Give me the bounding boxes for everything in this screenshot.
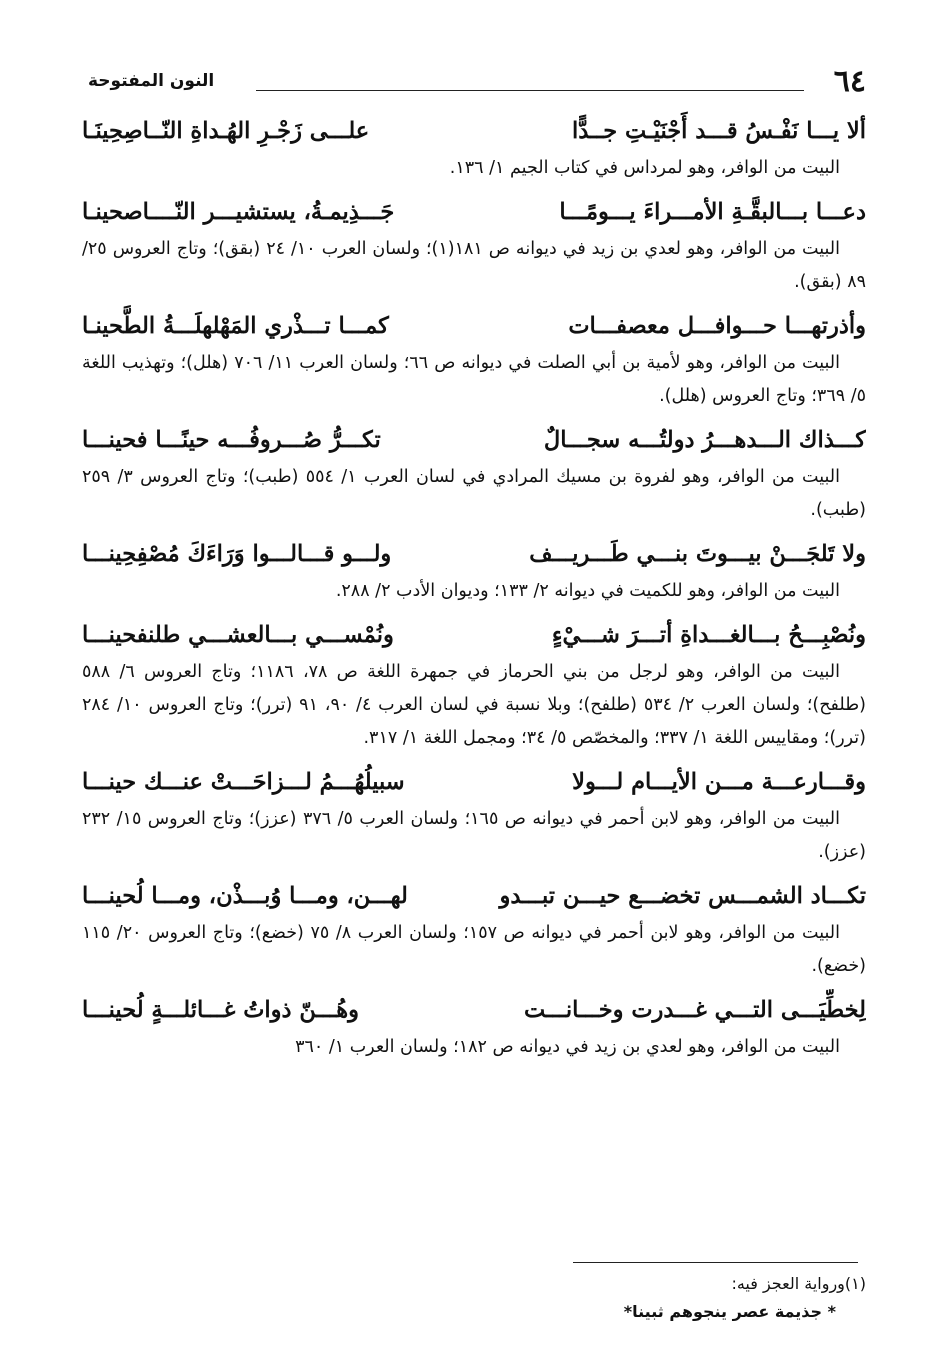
verse-entry (82, 191, 866, 299)
verse-line (82, 875, 866, 917)
verse-first-hemistich: ونُصْبِـــحُ بـــالغـــداةِ أتـــرَ شـــيْءٍ (551, 622, 866, 648)
page-header (88, 64, 866, 100)
source-note-text: البيت من الوافر، وهو لعدي بن زيد في ديوانه ص ١٨١(١)؛ ولسان العرب ١٠/ ٢٤ (بقق)؛ وتاج العروس ٢٥/ ٨٩ (بقق). (82, 239, 866, 292)
verse-line (82, 989, 866, 1031)
verse-first-hemistich: لِخطِّيَـــى التـــي غـــدرت وخـــانـــت (523, 997, 866, 1023)
verse-source-note (82, 575, 866, 608)
verse-source-note (82, 803, 866, 869)
source-note-text: البيت من الوافر، وهو لفروة بن مسيك المرادي في لسان العرب ١/ ٥٥٤ (طبب)؛ وتاج العروس ٣/ ٢٥٩ (طبب). (82, 467, 866, 520)
verse-second-hemistich: لهـــن، ومـــا وُبـــذْن، ومـــا لُحينـــا (82, 883, 408, 909)
source-note-text: البيت من الوافر، وهو لأمية بن أبي الصلت في ديوانه ص ٦٦؛ ولسان العرب ١١/ ٧٠٦ (هلل)؛ وتهذيب اللغة ٥/ ٣٦٩؛ وتاج العروس (هلل). (82, 353, 866, 406)
header-rule (256, 90, 804, 91)
source-note-text: البيت من الوافر، وهو لابن أحمر في ديوانه ص ١٦٥؛ ولسان العرب ٥/ ٣٧٦ (عزز)؛ وتاج العروس ١٥/ ٢٣٢ (عزز). (82, 809, 866, 862)
verse-second-hemistich: جَـــذِيمـةُ، يستشيـــر النّــــاصحينـا (82, 199, 395, 225)
footnote-intro: (١)ورواية العجز فيه: (731, 1274, 866, 1293)
verse-entry (82, 761, 866, 869)
verse-second-hemistich: وهُـــنّ ذواتُ غـــائلـــةٍ لُحينـــا (82, 997, 359, 1023)
verse-entry (82, 875, 866, 983)
verse-line (82, 614, 866, 656)
verse-entry (82, 110, 866, 185)
verse-entry (82, 533, 866, 608)
verse-line (82, 533, 866, 575)
verse-first-hemistich: تكـــاد الشمـــس تخضـــع حيـــن تبـــدو (499, 883, 866, 909)
source-note-text: البيت من الوافر، وهو لعدي بن زيد في ديوانه ص ١٨٢؛ ولسان العرب ١/ ٣٦٠ (295, 1037, 840, 1057)
verse-second-hemistich: تكـــرُّ صُـــروفُـــه حينًـــا فحينـــا (82, 427, 381, 453)
source-note-text: البيت من الوافر، وهو لمرداس في كتاب الجيم ١/ ١٣٦. (449, 158, 840, 178)
verse-first-hemistich: وأذرتهـــا حـــوافـــل معصفـــات (568, 313, 866, 339)
page-number: ٦٤ (833, 64, 866, 99)
running-title: النون المفتوحة (88, 71, 215, 91)
verse-line (82, 191, 866, 233)
footnote (506, 1270, 866, 1326)
verse-second-hemistich: ولـــو قـــالـــوا وَرَاءَكَ مُصْفِحِينـــا (82, 541, 392, 567)
verse-second-hemistich: كمـــا تـــذْري المَهْلهلَـــةُ الطَّحينـا (82, 313, 389, 339)
verse-second-hemistich: علـــى زَجْـرِ الهُـداةِ النّــاصِحِينَـا (82, 118, 370, 144)
verse-first-hemistich: ولا تَلجَـــنْ بيـــوتَ بنـــي طَـــريـــف (529, 541, 866, 567)
verse-first-hemistich: ألا يـــا نَفْـسُ قـــد أَجْنَيْـتِ جــدًّا (572, 118, 866, 144)
verse-second-hemistich: ونُمْســـي بـــالعشـــي طلنفحينـــا (82, 622, 394, 648)
source-note-text: البيت من الوافر، وهو لرجل من بني الحرماز في جمهرة اللغة ص ٧٨، ١١٨٦؛ وتاج العروس ٦/ ٥٨٨ (طلفح)؛ ولسان العرب ٢/ ٥٣٤ (طلفح)؛ وبلا نسبة في لسان العرب ٤/ ٩٠، ٩١ (ترر)؛ وتاج العروس ١٠/ ٢٨٤ (ترر)؛ ومقاييس اللغة ١/ ٣٣٧؛ والمخصّص ٥/ ٣٤؛ ومجمل اللغة ١/ ٣١٧. (82, 662, 866, 748)
verse-entry (82, 614, 866, 755)
verse-source-note (82, 152, 866, 185)
footnote-verse: * جذيمة عصر ينجوهم ثبينا* (623, 1302, 836, 1321)
footnote-rule (573, 1262, 858, 1263)
verse-source-note (82, 656, 866, 755)
verse-source-note (82, 1031, 866, 1064)
verse-line (82, 110, 866, 152)
source-note-text: البيت من الوافر، وهو لابن أحمر في ديوانه ص ١٥٧؛ ولسان العرب ٨/ ٧٥ (خضع)؛ وتاج العروس ٢٠/ ١١٥ (خضع). (82, 923, 866, 976)
source-note-text: البيت من الوافر، وهو للكميت في ديوانه ٢/ ١٣٣؛ وديوان الأدب ٢/ ٢٨٨. (335, 581, 840, 601)
verse-entry (82, 305, 866, 413)
verse-first-hemistich: دعـــا بـــالبقَّـةِ الأمـــراءَ يـــومًـــا (559, 199, 866, 225)
verse-source-note (82, 461, 866, 527)
verse-line (82, 305, 866, 347)
verse-source-note (82, 233, 866, 299)
verse-entry (82, 989, 866, 1064)
verse-first-hemistich: كـــذاك الـــدهـــرُ دولتُـــه سجـــالٌ (543, 427, 866, 453)
verse-line (82, 761, 866, 803)
verse-source-note (82, 347, 866, 413)
verse-second-hemistich: سبيلُهُـــمُ لـــزاحَـــتْ عنـــك حينـــا (82, 769, 405, 795)
verse-first-hemistich: وقـــارعـــة مـــن الأيـــام لـــولا (572, 769, 866, 795)
page-content (82, 110, 866, 1070)
verse-entry (82, 419, 866, 527)
verse-source-note (82, 917, 866, 983)
verse-line (82, 419, 866, 461)
